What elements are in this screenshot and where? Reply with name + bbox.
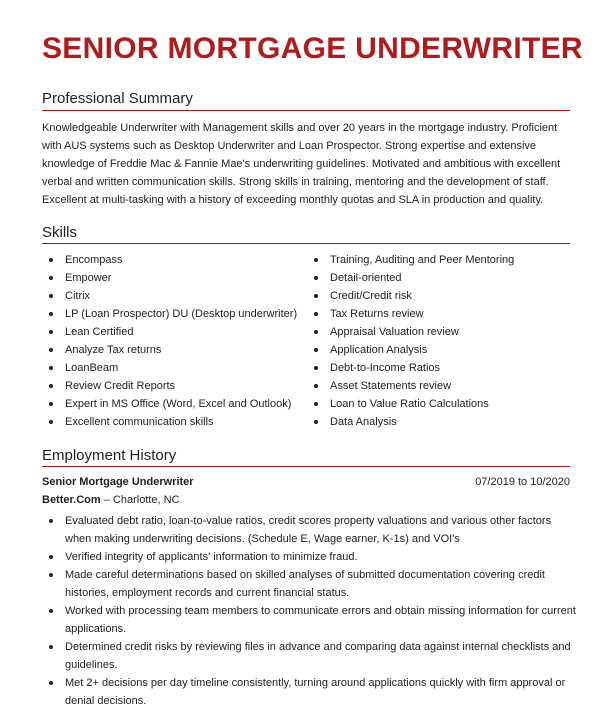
skills-list-left [42,251,297,431]
skill-item: Training, Auditing and Peer Mentoring [307,251,514,269]
skill-item: Tax Returns review [307,305,514,323]
skill-item: Excellent communication skills [42,413,297,431]
skill-item: Empower [42,269,297,287]
summary-heading: Professional Summary [42,90,193,107]
skill-item: Application Analysis [307,341,514,359]
skill-item: Loan to Value Ratio Calculations [307,395,514,413]
resume-title: SENIOR MORTGAGE UNDERWRITER [42,32,583,65]
skill-item: Credit/Credit risk [307,287,514,305]
skill-item: Appraisal Valuation review [307,323,514,341]
job-location: – Charlotte, NC [100,494,180,506]
skill-item: Encompass [42,251,297,269]
skill-item: Analyze Tax returns [42,341,297,359]
duty-item: Evaluated debt ratio, loan-to-value ratios, credit scores property valuations and various other factors when making underwriting decisions. (Schedule E, Wage earner, K-1s) and VOI's [42,512,576,548]
skill-item: Debt-to-Income Ratios [307,359,514,377]
skill-item: Expert in MS Office (Word, Excel and Outlook) [42,395,297,413]
skills-list-right [307,251,514,431]
job-dates: 07/2019 to 10/2020 [475,476,570,488]
skill-item: Citrix [42,287,297,305]
skills-heading: Skills [42,224,78,241]
duty-item: Verified integrity of applicants' information to minimize fraud. [42,548,576,566]
skills-divider [42,243,570,244]
employment-heading: Employment History [42,447,177,464]
skill-item: Review Credit Reports [42,377,297,395]
duty-item: Made careful determinations based on skilled analyses of submitted documentation covering credit histories, employment records and current financial status. [42,566,576,602]
job-duties-list [42,512,576,710]
duty-item: Determined credit risks by reviewing files in advance and comparing data against internal checklists and guidelines. [42,638,576,674]
skill-item: Asset Statements review [307,377,514,395]
duty-item: Worked with processing team members to communicate errors and obtain missing information for current applications. [42,602,576,638]
job-company: Better.Com [42,494,101,506]
skill-item: Detail-oriented [307,269,514,287]
skill-item: LoanBeam [42,359,297,377]
job-employer [42,494,180,506]
summary-divider [42,110,570,111]
skill-item: LP (Loan Prospector) DU (Desktop underwriter) [42,305,297,323]
employment-divider [42,466,570,467]
summary-text: Knowledgeable Underwriter with Management skills and over 20 years in the mortgage industry. Proficient with AUS systems such as Desktop Underwriter and Loan Prospector. Strong expertise and extensive knowledge of Freddie Mac & Fannie Mae's underwriting guidelines. Motivated and ambitious with excellent verbal and written communication skills. Strong skills in training, mentoring and the development of staff. Excellent at multi-tasking with a history of exceeding monthly quotas and SLA in production and quality. [42,122,561,206]
skill-item: Data Analysis [307,413,514,431]
job-title: Senior Mortgage Underwriter [42,476,194,488]
skill-item: Lean Certified [42,323,297,341]
duty-item: Met 2+ decisions per day timeline consistently, turning around applications quickly with firm approval or denial decisions. [42,674,576,710]
